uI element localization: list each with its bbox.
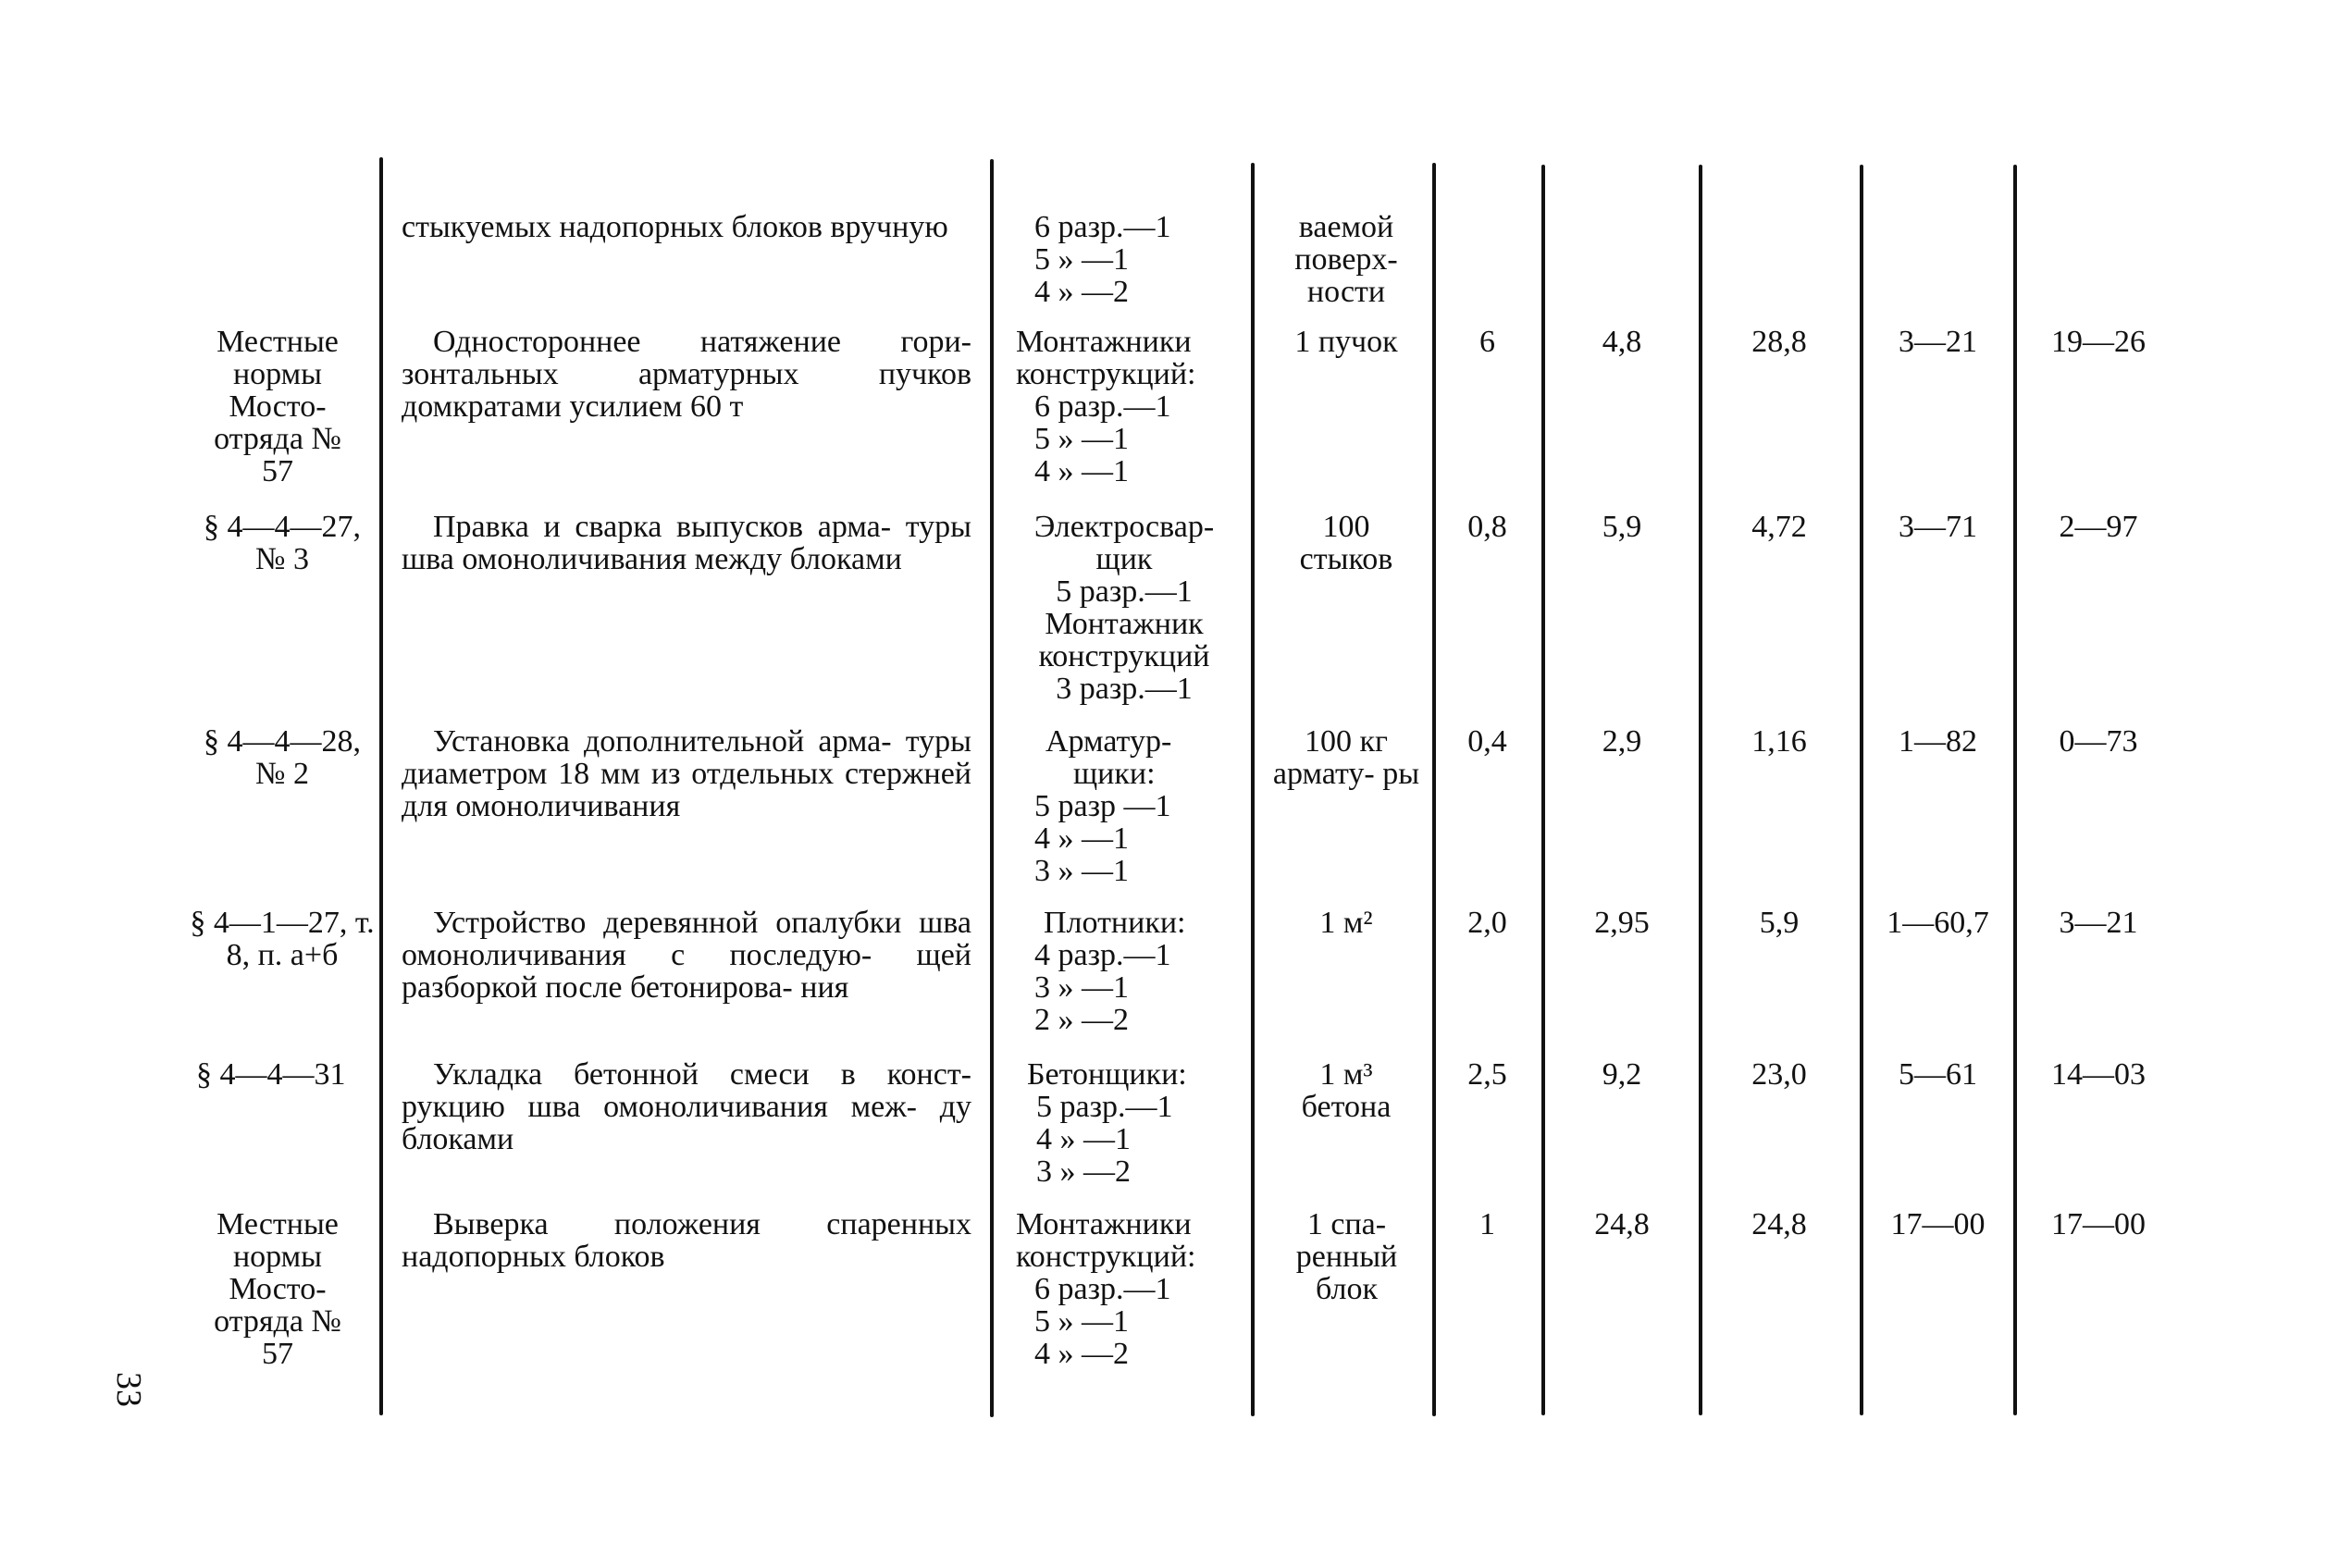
value-col1: 2,5 (1467, 1057, 1507, 1092)
value-col4: 3—21 (1899, 325, 1977, 359)
workers-composition: Плотники: 4 разр.—1 3 » —1 2 » —2 (1034, 906, 1186, 1037)
value-col1: 0,4 (1467, 724, 1507, 759)
column-rule (379, 157, 383, 1415)
norm-reference: Местные нормы Мосто- отряда № 57 (214, 325, 341, 488)
norm-reference: § 4—4—27, № 3 (204, 510, 361, 576)
column-rule (1860, 165, 1863, 1415)
unit-of-measure: 1 пучок (1294, 325, 1398, 359)
value-col4: 17—00 (1890, 1207, 1986, 1241)
value-col2: 4,8 (1602, 325, 1642, 359)
value-col1: 6 (1479, 325, 1495, 359)
value-col2: 9,2 (1602, 1057, 1642, 1092)
work-description: Установка дополнительной арма- туры диаметром 18 мм из отдельных стержней для омоноличивания (402, 724, 971, 823)
value-col5: 3—21 (2059, 906, 2138, 940)
value-col2: 2,9 (1602, 724, 1642, 759)
value-col2: 2,95 (1594, 906, 1650, 940)
workers-composition: Монтажники конструкций: 6 разр.—1 5 » —1 4 » —2 (1016, 1207, 1196, 1371)
workers-composition: Монтажники конструкций: 6 разр.—1 5 » —1 4 » —1 (1016, 325, 1196, 488)
value-col3: 24,8 (1751, 1207, 1807, 1241)
value-col1: 2,0 (1467, 906, 1507, 940)
norm-reference: § 4—4—28, № 2 (204, 724, 361, 791)
value-col4: 5—61 (1899, 1057, 1977, 1092)
column-rule (1699, 165, 1702, 1415)
value-col5: 14—03 (2051, 1057, 2146, 1092)
column-rule (1251, 163, 1255, 1416)
unit-of-measure: 1 м³ бетона (1301, 1057, 1392, 1124)
work-description: Укладка бетонной смеси в конст- рукцию шва омоноличивания меж- ду блоками (402, 1057, 971, 1156)
work-description: Устройство деревянной опалубки шва омоноличивания с последую- щей разборкой после бетонирова- ния (402, 906, 971, 1005)
unit-of-measure: 1 спа- ренный блок (1295, 1207, 1398, 1306)
norm-reference: § 4—1—27, т. 8, п. а+б (190, 906, 375, 972)
value-col5: 2—97 (2059, 510, 2138, 544)
column-rule (1432, 163, 1436, 1416)
unit-of-measure: 1 м² (1319, 906, 1373, 940)
value-col4: 1—82 (1899, 724, 1977, 759)
unit-of-measure: ваемой поверх- ности (1294, 210, 1398, 309)
column-rule (2013, 165, 2017, 1415)
unit-of-measure: 100 стыков (1299, 510, 1393, 576)
value-col3: 4,72 (1751, 510, 1807, 544)
unit-of-measure: 100 кг армату- ры (1272, 724, 1420, 791)
workers-composition: Бетонщики: 5 разр.—1 4 » —1 3 » —2 (1027, 1057, 1187, 1189)
value-col2: 24,8 (1594, 1207, 1650, 1241)
work-description: Выверка положения спаренных надопорных блоков (402, 1207, 971, 1274)
workers-composition: 6 разр.—1 5 » —1 4 » —2 (1034, 210, 1171, 309)
workers-composition: Электросвар- щик 5 разр.—1 Монтажник конструкций 3 разр.—1 (1033, 510, 1215, 706)
work-description: Правка и сварка выпусков арма- туры шва омоноличивания между блоками (402, 510, 971, 576)
value-col5: 19—26 (2051, 325, 2146, 359)
value-col5: 0—73 (2059, 724, 2138, 759)
value-col5: 17—00 (2051, 1207, 2146, 1241)
value-col1: 0,8 (1467, 510, 1507, 544)
page-number: 33 (109, 1372, 148, 1407)
value-col3: 1,16 (1751, 724, 1807, 759)
value-col4: 3—71 (1899, 510, 1977, 544)
workers-composition: Арматур- щики: 5 разр —1 4 » —1 3 » —1 (1034, 724, 1172, 888)
value-col1: 1 (1479, 1207, 1495, 1241)
work-description: стыкуемых надопорных блоков вручную (402, 210, 948, 244)
column-rule (1541, 165, 1545, 1415)
work-description: Одностороннее натяжение гори- зонтальных арматурных пучков домкратами усилием 60 т (402, 325, 971, 424)
value-col4: 1—60,7 (1887, 906, 1989, 940)
norm-reference: Местные нормы Мосто- отряда № 57 (214, 1207, 341, 1371)
value-col2: 5,9 (1602, 510, 1642, 544)
column-rule (990, 159, 994, 1417)
value-col3: 28,8 (1751, 325, 1807, 359)
value-col3: 5,9 (1759, 906, 1800, 940)
value-col3: 23,0 (1751, 1057, 1807, 1092)
norm-reference: § 4—4—31 (196, 1057, 346, 1092)
